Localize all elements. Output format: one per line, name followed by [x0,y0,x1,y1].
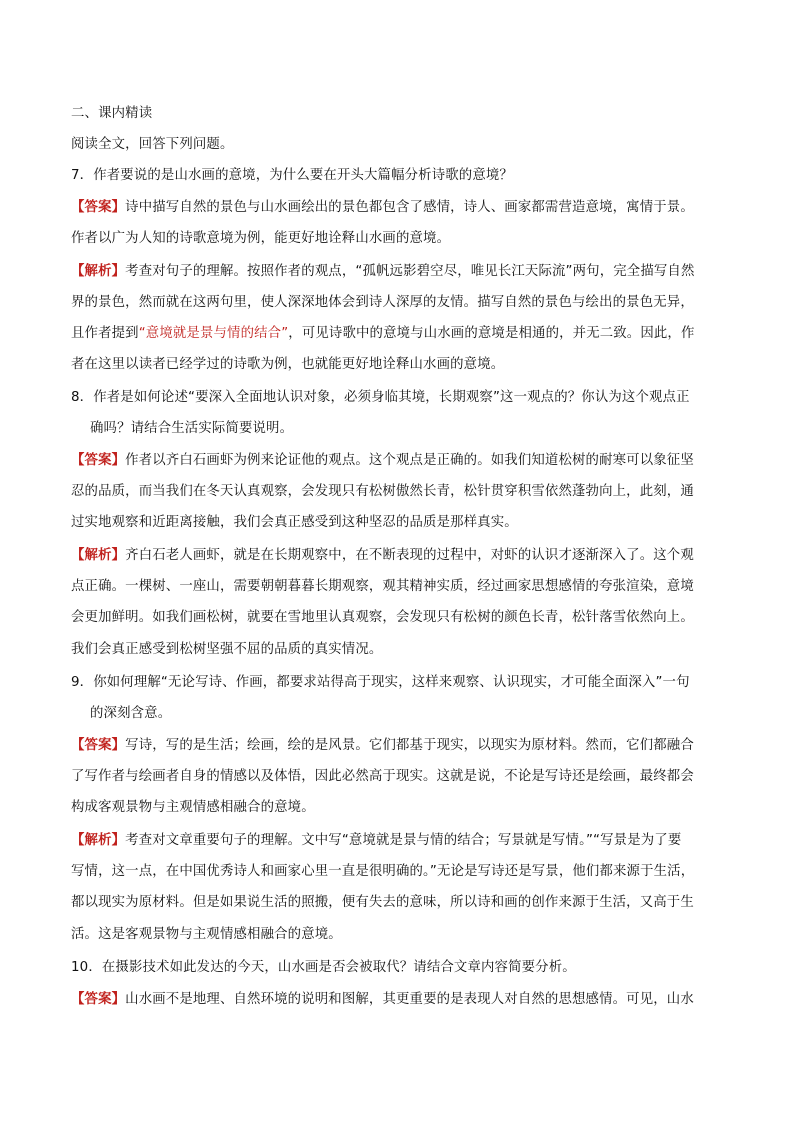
answer-tag: 【答案】 [71,992,126,1007]
q9-analysis-line-4: 活。这是客观景物与主观情感相融合的意境。 [71,927,342,942]
q8-analysis-line-3: 会更加鲜明。如我们画松树，就要在雪地里认真观察，会发现只有松树的颜色长青，松针落雪依然向上。 [71,610,694,625]
question-9-line-2: 的深刻含意。 [90,706,172,721]
q9-analysis-line-1: 【解析】考查对文章重要句子的理解。文中写“意境就是景与情的结合；写景就是写情。”“写景是为了要 [71,833,682,848]
q7-answer-line-2: 作者以广为人知的诗歌意境为例，能更好地诠释山水画的意境。 [71,231,451,246]
q7-analysis-line-3: 且作者提到“意境就是景与情的结合”，可见诗歌中的意境与山水画的意境是相通的，并无二致。因此，作 [71,326,695,341]
q8-answer-line-3: 过实地观察和近距离接触，我们会真正感受到这种坚忍的品质是那样真实。 [71,515,518,530]
q8-answer-line-1: 【答案】作者以齐白石画虾为例来论证他的观点。这个观点是正确的。如我们知道松树的耐寒可以象征坚 [71,453,694,468]
q10-answer-line-1: 【答案】山水画不是地理、自然环境的说明和图解，其更重要的是表现人对自然的思想感情。可见，山水 [71,992,694,1007]
q7-analysis-line-1: 【解析】考查对句子的理解。按照作者的观点，“孤帆远影碧空尽，唯见长江天际流”两句，完全描写自然 [71,264,695,279]
q8-answer-line-2: 忍的品质，而当我们在冬天认真观察，会发现只有松树傲然长青，松针贯穿积雪依然蓬勃向上，此刻，通 [71,484,694,499]
q7-analysis-line-2: 界的景色，然而就在这两句里，使人深深地体会到诗人深厚的友情。描写自然的景色与绘出的景色无异， [71,295,694,310]
q8-analysis-line-1: 【解析】齐白石老人画虾，就是在长期观察中，在不断表现的过程中，对虾的认识才逐渐深入了。这个观 [71,548,694,563]
q8-analysis-line-2: 点正确。一棵树、一座山，需要朝朝暮暮长期观察，观其精神实质，经过画家思想感情的夸张渲染，意境 [71,579,694,594]
analysis-tag: 【解析】 [71,833,126,848]
answer-tag: 【答案】 [71,738,126,753]
q9-answer-line-2: 了写作者与绘画者自身的情感以及体悟，因此必然高于现实。这就是说，不论是写诗还是绘画，最终都会 [71,769,694,784]
question-8-line-1: 8．作者是如何论述“要深入全面地认识对象，必须身临其境，长期观察”这一观点的？你认为这个观点正 [71,390,690,405]
question-7: 7．作者要说的是山水画的意境，为什么要在开头大篇幅分析诗歌的意境？ [71,168,513,183]
question-9-line-1: 9．你如何理解“无论写诗、作画，都要求站得高于现实，这样来观察、认识现实，才可能全面深入”一句 [71,675,690,690]
q7-analysis-line-4: 者在这里以读者已经学过的诗歌为例，也就能更好地诠释山水画的意境。 [71,357,505,372]
q9-answer-line-3: 构成客观景物与主观情感相融合的意境。 [71,800,315,815]
q9-analysis-line-2: 写情，这一点，在中国优秀诗人和画家心里一直是很明确的。”无论是写诗还是写景，他们都来源于生活， [71,864,695,879]
q7-answer-line-1: 【答案】诗中描写自然的景色与山水画绘出的景色都包含了感情，诗人、画家都需营造意境，寓情于景。 [71,200,694,215]
analysis-tag: 【解析】 [71,264,126,279]
question-10: 10．在摄影技术如此发达的今天，山水画是否会被取代？请结合文章内容简要分析。 [71,960,576,975]
q9-answer-line-1: 【答案】写诗，写的是生活；绘画，绘的是风景。它们都基于现实，以现实为原材料。然而，它们都融合 [71,738,694,753]
q9-analysis-line-3: 都以现实为原材料。但是如果说生活的照搬，便有失去的意味，所以诗和画的创作来源于生活，又高于生 [71,895,694,910]
instruction-text: 阅读全文，回答下列问题。 [71,137,234,152]
analysis-tag: 【解析】 [71,548,126,563]
section-title: 二、课内精读 [71,106,153,121]
question-8-line-2: 确吗？请结合生活实际简要说明。 [90,421,294,436]
answer-tag: 【答案】 [71,200,126,215]
q8-analysis-line-4: 我们会真正感受到松树坚强不屈的品质的真实情况。 [71,642,383,657]
answer-tag: 【答案】 [71,453,126,468]
highlighted-quote: “意境就是景与情的结合” [138,326,289,341]
